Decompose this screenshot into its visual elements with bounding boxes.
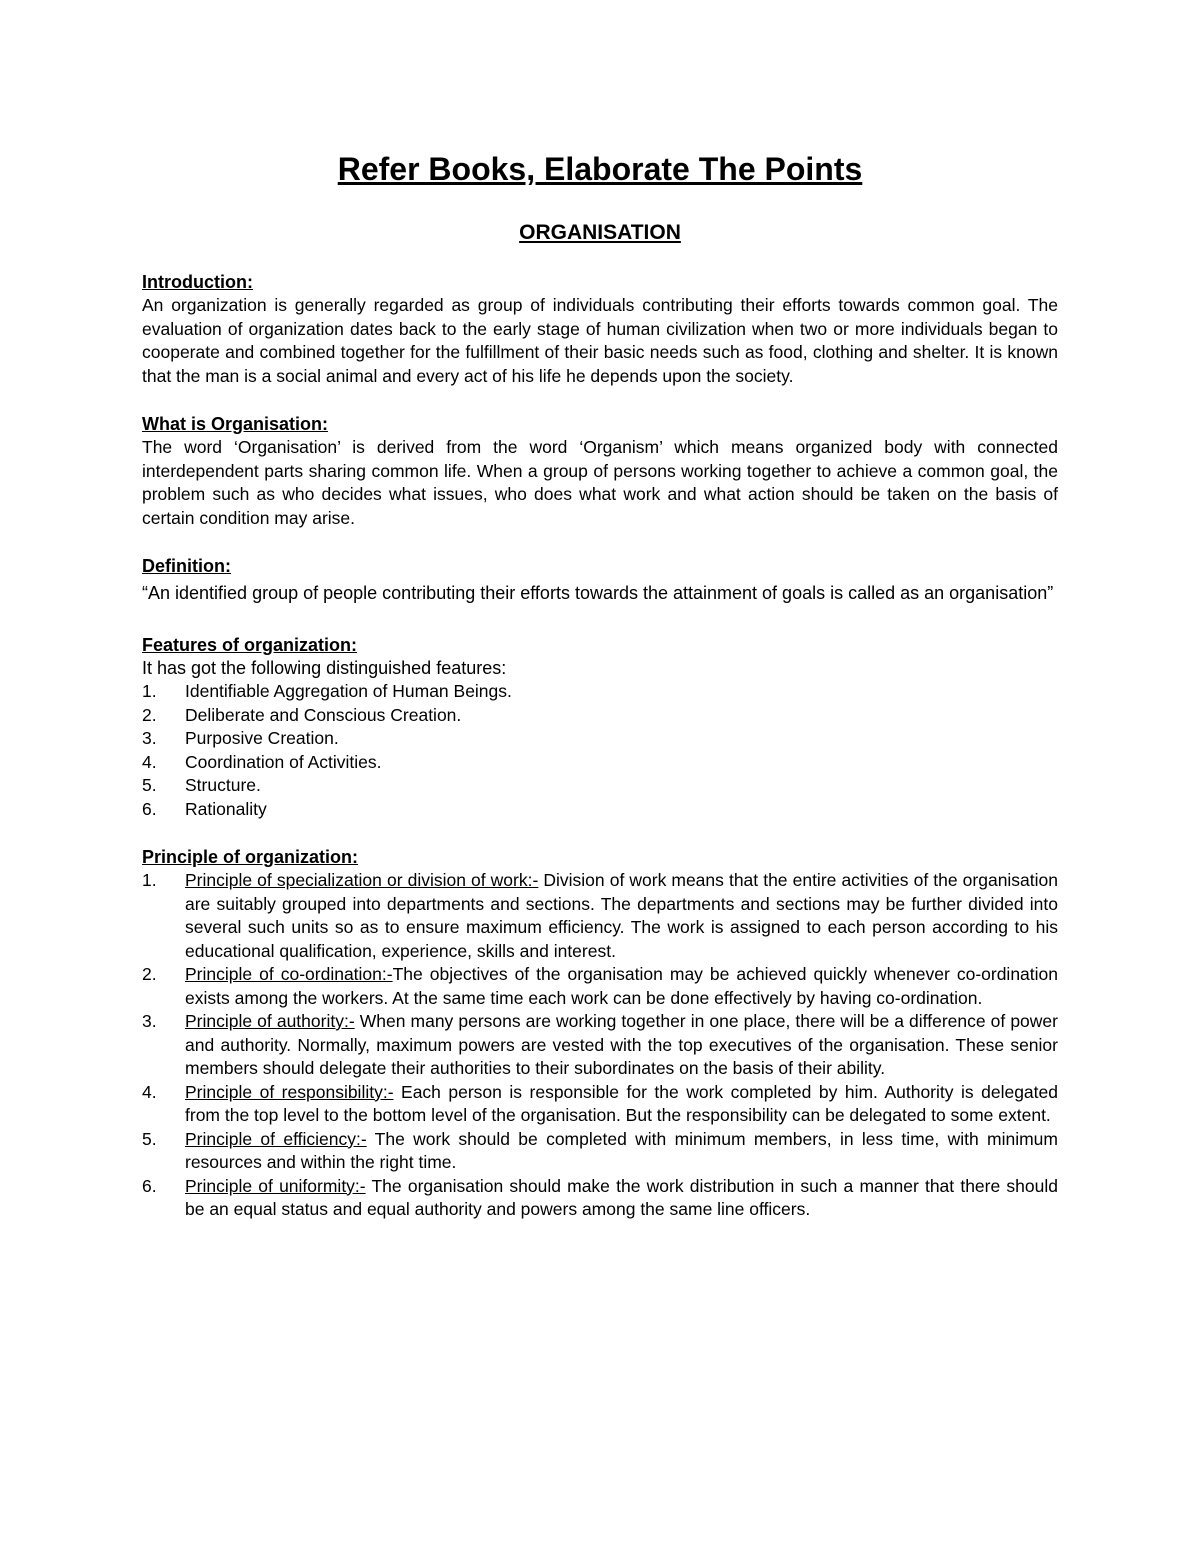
list-item-text: Identifiable Aggregation of Human Beings. bbox=[185, 681, 512, 701]
definition-text: “An identified group of people contributing their efforts towards the attainment of goals is called as an organisation” bbox=[142, 583, 1054, 603]
list-number: 2. bbox=[142, 964, 157, 984]
principle-title: Principle of specialization or division of work:- bbox=[185, 870, 539, 890]
list-item bbox=[142, 774, 1058, 798]
introduction-section bbox=[142, 270, 1058, 388]
list-item bbox=[142, 963, 1058, 1010]
list-item-text: Purposive Creation. bbox=[185, 728, 339, 748]
definition-heading: Definition: bbox=[142, 556, 231, 576]
list-number: 6. bbox=[142, 1175, 157, 1196]
list-number: 1. bbox=[142, 681, 157, 701]
principle-text: The work should be completed with minimum members, in less time, with minimum resources and within the right time. bbox=[185, 1128, 1058, 1172]
introduction-heading: Introduction: bbox=[142, 272, 253, 292]
features-intro: It has got the following distinguished features: bbox=[142, 658, 507, 678]
principle-title: Principle of co-ordination:- bbox=[185, 964, 393, 984]
list-item bbox=[142, 680, 1058, 704]
list-item-text: Deliberate and Conscious Creation. bbox=[185, 704, 462, 725]
principle-title: Principle of responsibility:- bbox=[185, 1081, 394, 1102]
what-is-text: The word ‘Organisation’ is derived from the word ‘Organism’ which means organized body with connected interdependent parts sharing common life. When a group of persons working together to achieve a common goal, the problem such as who decides what issues, who does what work and what action should be taken on the basis of certain condition may arise. bbox=[142, 437, 1058, 528]
features-section bbox=[142, 633, 1058, 821]
list-number: 1. bbox=[142, 870, 157, 890]
list-item bbox=[142, 727, 1058, 751]
list-number: 5. bbox=[142, 775, 157, 795]
list-item bbox=[142, 1128, 1058, 1175]
list-item bbox=[142, 1081, 1058, 1128]
list-item bbox=[142, 1010, 1058, 1081]
features-heading: Features of organization: bbox=[142, 635, 358, 655]
list-item bbox=[142, 798, 1058, 822]
list-number: 2. bbox=[142, 704, 157, 725]
list-number: 4. bbox=[142, 751, 157, 772]
introduction-text: An organization is generally regarded as group of individuals contributing their efforts towards common goal. The evaluation of organization dates back to the early stage of human civilization when two or more individuals began to cooperate and combined together for the fulfillment of their basic needs such as food, clothing and shelter. It is known that the man is a social animal and every act of his life he depends upon the society. bbox=[142, 295, 1058, 386]
list-item-text: Coordination of Activities. bbox=[185, 751, 382, 772]
page-title: Refer Books, Elaborate The Points bbox=[337, 151, 863, 187]
features-list bbox=[142, 680, 1058, 821]
list-item bbox=[142, 1175, 1058, 1222]
list-item bbox=[142, 751, 1058, 775]
list-number: 3. bbox=[142, 1011, 157, 1031]
principle-text: When many persons are working together in one place, there will be a difference of power and authority. Normally, maximum powers are vested with the top executives of the organisation. These senior members should delegate their authorities to their subordinates on the basis of their ability. bbox=[185, 1011, 1058, 1078]
principle-title: Principle of uniformity:- bbox=[185, 1175, 366, 1196]
list-item-text: Structure. bbox=[185, 775, 261, 795]
what-is-section bbox=[142, 412, 1058, 530]
principle-title: Principle of authority:- bbox=[185, 1011, 355, 1031]
list-number: 5. bbox=[142, 1128, 157, 1149]
principles-section bbox=[142, 845, 1058, 1222]
page-subtitle: ORGANISATION bbox=[519, 221, 681, 244]
what-is-heading: What is Organisation: bbox=[142, 414, 329, 434]
list-item-text: Rationality bbox=[185, 798, 267, 819]
principle-title: Principle of efficiency:- bbox=[185, 1128, 367, 1149]
principles-heading: Principle of organization: bbox=[142, 847, 359, 867]
principle-text: The objectives of the organisation may be achieved quickly whenever co-ordination exists among the workers. At the same time each work can be done effectively by having co-ordination. bbox=[185, 964, 1059, 1008]
list-item bbox=[142, 869, 1058, 963]
list-item bbox=[142, 704, 1058, 728]
list-number: 3. bbox=[142, 728, 157, 748]
list-number: 4. bbox=[142, 1081, 157, 1102]
principle-text: Division of work means that the entire activities of the organisation are suitably grouped into departments and sections. The departments and sections may be further divided into several such units so as to ensure maximum efficiency. The work is assigned to each person according to his educational qualification, experience, skills and interest. bbox=[185, 870, 1059, 961]
list-number: 6. bbox=[142, 798, 157, 819]
definition-section bbox=[142, 554, 1058, 609]
principle-text: The organisation should make the work distribution in such a manner that there should be an equal status and equal authority and powers among the same line officers. bbox=[185, 1175, 1058, 1219]
principles-list bbox=[142, 869, 1058, 1222]
principle-text: Each person is responsible for the work completed by him. Authority is delegated from the top level to the bottom level of the organisation. But the responsibility can be delegated to some extent. bbox=[185, 1081, 1058, 1125]
document-body bbox=[142, 150, 1058, 1222]
